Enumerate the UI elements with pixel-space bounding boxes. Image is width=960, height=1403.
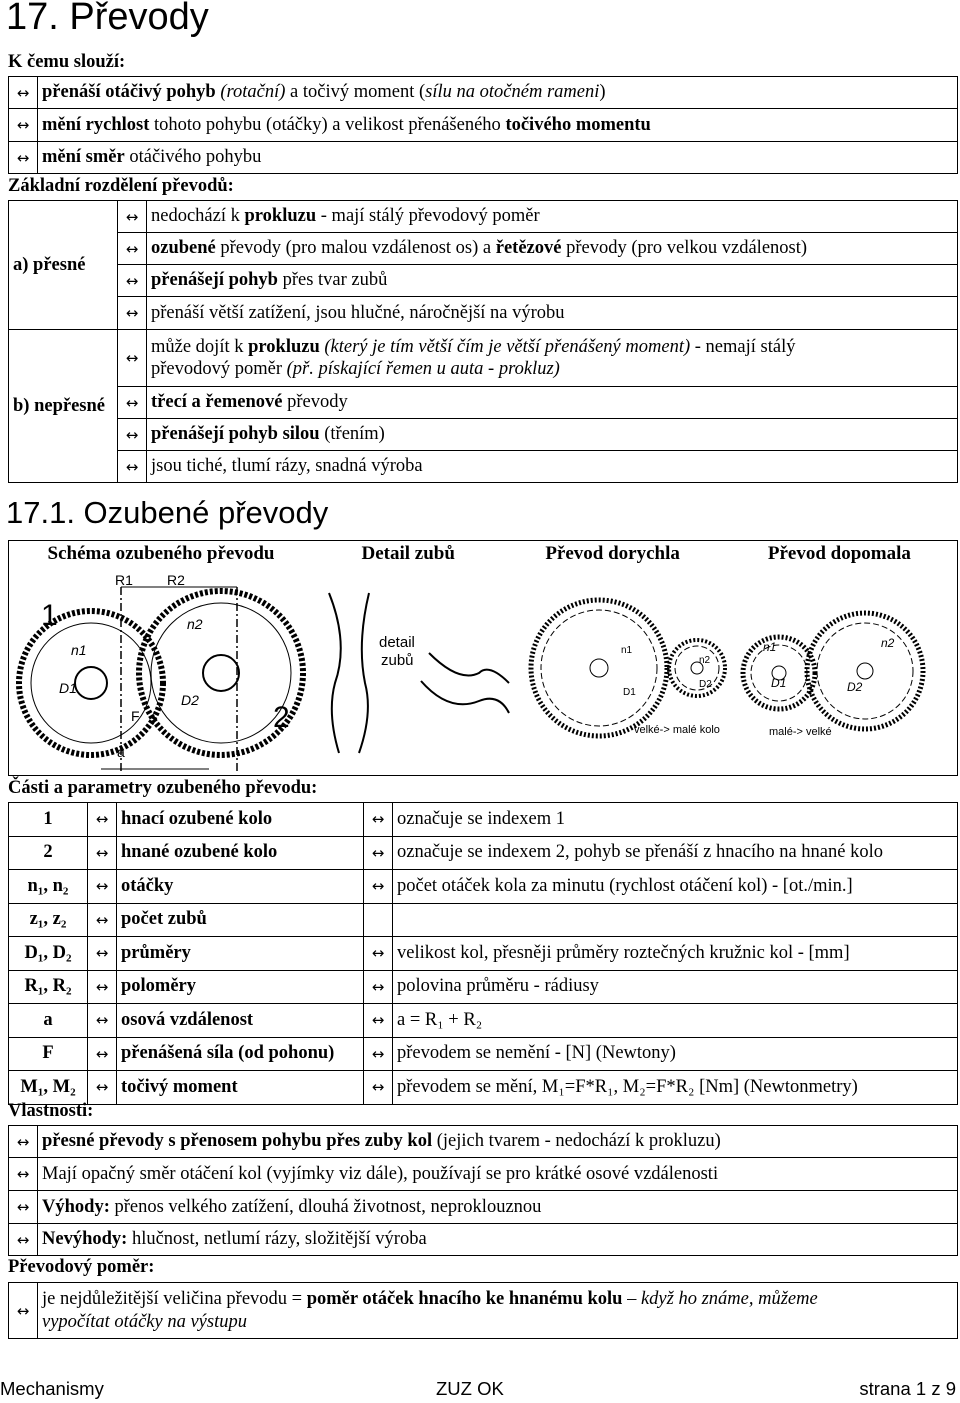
detail-labels <box>379 634 415 669</box>
param-symbol: 2 <box>9 836 88 870</box>
figure-headers <box>9 543 957 565</box>
k-cemu-bold: přenáší otáčivý pohyb <box>42 82 216 102</box>
bold-text: Výhody: <box>42 1196 110 1217</box>
casti-row <box>9 1004 958 1038</box>
param-symbol: a <box>9 1004 88 1038</box>
r1-label: R1 <box>115 573 133 588</box>
text: jsou tiché, tlumí rázy, snadná výroba <box>147 451 958 483</box>
k-cemu-row <box>9 109 958 142</box>
param-symbol: 1 <box>9 803 88 837</box>
casti-heading: Části a parametry ozubeného převodu: <box>8 778 318 798</box>
param-description: převodem se nemění - [N] (Newtony) <box>393 1037 958 1071</box>
k-cemu-bold: mění rychlost <box>42 114 150 135</box>
param-symbol: D₁, D₂ <box>9 937 88 971</box>
arrow-icon: ↔ <box>88 1071 117 1105</box>
arrow-icon: ↔ <box>88 870 117 904</box>
vlastnosti-row <box>9 1158 958 1191</box>
dopomala-caption: malé-> velké <box>769 726 832 738</box>
k-cemu-table <box>8 76 958 174</box>
n1-label: n1 <box>763 640 777 654</box>
arrow-icon: ↔ <box>118 297 147 330</box>
param-description: označuje se indexem 2, pohyb se přenáší z hnacího na hnané kolo <box>393 836 958 870</box>
param-name: hnací ozubené kolo <box>117 803 364 837</box>
type-cell-presne <box>9 201 118 330</box>
italic-text: (př. pískající řemen u auta - prokluz) <box>286 359 560 379</box>
italic-text: – když ho známe, můžeme <box>622 1288 818 1309</box>
zakladni-row <box>9 233 958 265</box>
footer-center: ZUZ OK <box>436 1378 504 1399</box>
n2-label: n2 <box>187 616 203 632</box>
figure-block <box>8 540 958 776</box>
k-cemu-text: otáčivého pohybu <box>124 147 262 167</box>
bold-text: přenášejí pohyb <box>151 270 278 290</box>
text: hlučnost, netlumí rázy, složitější výroba <box>127 1229 427 1249</box>
italic-text: vypočítat otáčky na výstupu <box>42 1311 247 1332</box>
k-cemu-italic: (rotační) <box>220 82 286 102</box>
vlastnosti-heading: Vlastnosti: <box>8 1101 94 1121</box>
param-name: poloměry <box>117 970 364 1004</box>
casti-row <box>9 937 958 971</box>
bold-text: přesné převody s přenosem pohybu přes zuby kol <box>42 1131 433 1151</box>
bold-text: Nevýhody: <box>42 1229 128 1249</box>
param-name: hnané ozubené kolo <box>117 836 364 870</box>
casti-row <box>9 1037 958 1071</box>
k-cemu-heading: K čemu slouží: <box>8 52 126 72</box>
d2-label: D2 <box>699 679 712 690</box>
arrow-icon: ↔ <box>9 109 38 142</box>
d1-label: D1 <box>623 687 636 698</box>
param-description: a = R₁ + R₂ <box>393 1004 958 1038</box>
arrow-icon: ↔ <box>364 1004 393 1038</box>
bold-text: prokluzu <box>248 337 320 357</box>
arrow-icon: ↔ <box>88 1037 117 1071</box>
param-description: označuje se indexem 1 <box>393 803 958 837</box>
vlastnosti-row <box>9 1191 958 1224</box>
param-description: polovina průměru - rádiusy <box>393 970 958 1004</box>
arrow-icon: ↔ <box>9 77 38 109</box>
bold-text: třecí a řemenové <box>151 392 283 412</box>
detail-label: detail <box>379 634 415 651</box>
arrow-icon: ↔ <box>364 1037 393 1071</box>
arrow-icon: ↔ <box>364 870 393 904</box>
text: převody <box>282 392 348 412</box>
param-description: převodem se mění, M₁=F*R₁, M₂=F*R₂ [Nm] (Newtonmetry) <box>393 1071 958 1105</box>
arrow-icon: ↔ <box>364 970 393 1004</box>
detail-label: zubů <box>381 652 414 669</box>
gear-diagrams <box>9 573 957 773</box>
arrow-icon: ↔ <box>9 1224 38 1256</box>
type-cell-nepresne <box>9 330 118 483</box>
text: převody (pro velkou vzdálenost) <box>561 238 808 258</box>
bold-text: poměr otáček hnacího ke hnanému kolu <box>306 1288 623 1309</box>
gear-2-label: 2 <box>273 701 290 734</box>
footer-right: strana 1 z 9 <box>859 1378 956 1399</box>
figure-header: Detail zubů <box>361 543 455 564</box>
dopomala-drawing <box>743 613 923 729</box>
figure-header: Převod dopomala <box>767 543 911 564</box>
text: Mají opačný směr otáčení kol (vyjímky viz dále), používají se pro krátké osové vzdálenosti <box>38 1158 958 1191</box>
param-symbol: R₁, R₂ <box>9 970 88 1004</box>
dorychla-drawing <box>531 600 725 736</box>
arrow-icon: ↔ <box>88 937 117 971</box>
section-title: 17.1. Ozubené převody <box>6 495 329 530</box>
n2-label: n2 <box>699 655 711 666</box>
r2-label: R2 <box>167 573 185 588</box>
dopomala-labels <box>763 636 895 738</box>
zakladni-row <box>9 419 958 451</box>
text: přenos velkého zatížení, dlouhá životnost, neproklouznou <box>109 1196 542 1217</box>
bold-text: ozubené <box>151 238 216 258</box>
param-name: otáčky <box>117 870 364 904</box>
type-label: b) nepřesné <box>13 395 105 416</box>
d2-label: D2 <box>847 680 863 694</box>
param-description <box>393 903 958 937</box>
param-name: průměry <box>117 937 364 971</box>
text: převody (pro malou vzdálenost os) a <box>215 238 496 258</box>
k-cemu-row <box>9 142 958 174</box>
dorychla-caption: velké-> malé kolo <box>634 724 720 736</box>
casti-row <box>9 870 958 904</box>
type-label: a) přesné <box>13 254 86 275</box>
zakladni-table <box>8 200 958 483</box>
arrow-icon <box>364 903 393 937</box>
figure-header: Převod dorychla <box>545 543 680 564</box>
d1-label: D1 <box>59 680 77 696</box>
text: přenáší větší zatížení, jsou hlučné, náročnější na výrobu <box>147 297 958 330</box>
zakladni-row <box>9 297 958 330</box>
arrow-icon: ↔ <box>88 970 117 1004</box>
zakladni-heading: Základní rozdělení převodů: <box>8 176 234 196</box>
italic-text: (který je tím větší čím je větší přenášený moment) <box>319 337 691 357</box>
param-description: počet otáček kola za minutu (rychlost otáčení kol) - [ot./min.] <box>393 870 958 904</box>
arrow-icon: ↔ <box>118 265 147 297</box>
casti-row <box>9 836 958 870</box>
arrow-icon: ↔ <box>118 201 147 233</box>
arrow-icon: ↔ <box>118 419 147 451</box>
param-symbol: n₁, n₂ <box>9 870 88 904</box>
param-description: velikost kol, přesněji průměry roztečných kružnic kol - [mm] <box>393 937 958 971</box>
detail-drawing <box>329 593 509 753</box>
param-symbol: M₁, M₂ <box>9 1071 88 1105</box>
casti-table <box>8 802 958 1105</box>
zakladni-row <box>9 387 958 419</box>
k-cemu-bold: točivého momentu <box>505 114 651 135</box>
d1-label: D1 <box>771 676 787 690</box>
casti-row <box>9 803 958 837</box>
param-name: počet zubů <box>117 903 364 937</box>
f-label: F <box>131 708 140 724</box>
casti-row <box>9 1071 958 1105</box>
arrow-icon: ↔ <box>9 142 38 174</box>
vlastnosti-table <box>8 1125 958 1256</box>
n1-label: n1 <box>71 642 87 658</box>
text: přes tvar zubů <box>277 270 388 290</box>
pomer-row <box>9 1283 958 1339</box>
text: (jejich tvarem - nedochází k prokluzu) <box>432 1131 721 1151</box>
k-cemu-text: a točivý moment ( <box>285 82 426 102</box>
param-name: točivý moment <box>117 1071 364 1105</box>
pomer-table <box>8 1282 958 1339</box>
text: - mají stálý převodový poměr <box>316 206 540 226</box>
arrow-icon: ↔ <box>118 387 147 419</box>
n1-label: n1 <box>621 645 633 656</box>
a-label: a <box>117 744 125 760</box>
arrow-icon: ↔ <box>88 836 117 870</box>
vlastnosti-row <box>9 1126 958 1158</box>
param-symbol: z₁, z₂ <box>9 903 88 937</box>
param-name: osová vzdálenost <box>117 1004 364 1038</box>
page-title: 17. Převody <box>6 0 209 38</box>
param-name: přenášená síla (od pohonu) <box>117 1037 364 1071</box>
text: - nemají stálý <box>690 337 796 357</box>
arrow-icon: ↔ <box>118 451 147 483</box>
text: může dojít k <box>151 337 249 357</box>
arrow-icon: ↔ <box>364 1071 393 1105</box>
text: nedochází k <box>151 206 245 226</box>
casti-row <box>9 903 958 937</box>
text: je nejdůležitější veličina převodu = <box>42 1288 307 1309</box>
arrow-icon: ↔ <box>9 1126 38 1158</box>
arrow-icon: ↔ <box>88 1004 117 1038</box>
param-symbol: F <box>9 1037 88 1071</box>
gear-1-label: 1 <box>41 599 58 632</box>
bold-text: řetězové <box>495 238 562 258</box>
k-cemu-italic: sílu na otočném rameni <box>425 82 600 102</box>
d2-label: D2 <box>181 692 199 708</box>
text: převodový poměr <box>151 359 287 379</box>
k-cemu-text: ) <box>599 82 606 102</box>
arrow-icon: ↔ <box>9 1283 38 1339</box>
figure-header: Schéma ozubeného převodu <box>47 543 275 564</box>
k-cemu-bold: mění směr <box>42 147 125 167</box>
zakladni-row <box>9 451 958 483</box>
arrow-icon: ↔ <box>118 330 147 387</box>
bold-text: prokluzu <box>244 206 317 226</box>
k-cemu-text: tohoto pohybu (otáčky) a velikost přenášeného <box>149 114 506 135</box>
zakladni-row <box>9 330 958 387</box>
footer-left: Mechanismy <box>0 1378 104 1399</box>
arrow-icon: ↔ <box>88 803 117 837</box>
text: (třením) <box>319 424 385 444</box>
casti-row <box>9 970 958 1004</box>
arrow-icon: ↔ <box>364 836 393 870</box>
arrow-icon: ↔ <box>364 937 393 971</box>
zakladni-row <box>9 265 958 297</box>
pomer-heading: Převodový poměr: <box>8 1257 155 1277</box>
arrow-icon: ↔ <box>364 803 393 837</box>
n2-label: n2 <box>881 636 895 650</box>
zakladni-row <box>9 201 958 233</box>
arrow-icon: ↔ <box>118 233 147 265</box>
k-cemu-row <box>9 77 958 109</box>
arrow-icon: ↔ <box>9 1158 38 1191</box>
bold-text: přenášejí pohyb silou <box>151 424 320 444</box>
vlastnosti-row <box>9 1224 958 1256</box>
arrow-icon: ↔ <box>88 903 117 937</box>
arrow-icon: ↔ <box>9 1191 38 1224</box>
